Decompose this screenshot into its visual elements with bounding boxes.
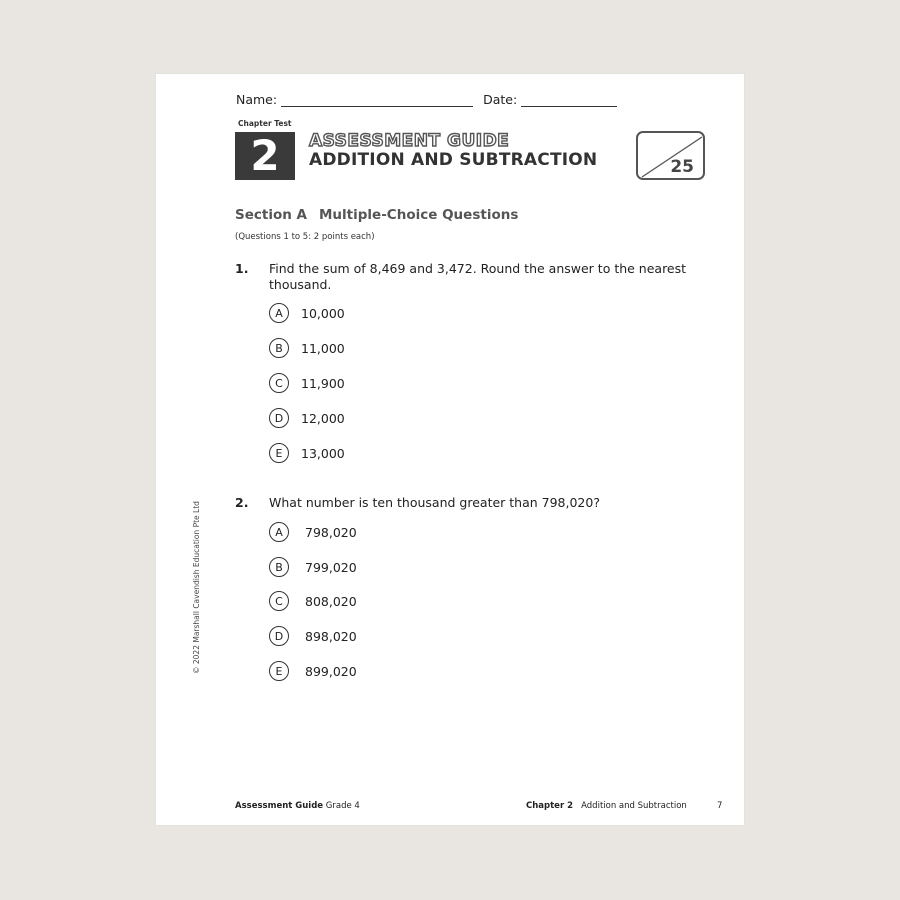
option-value: 899,020 (305, 663, 357, 679)
option-a[interactable] (269, 302, 345, 324)
page-number: 7 (717, 801, 723, 811)
option-letter-circle[interactable]: D (269, 408, 289, 428)
worksheet-page (156, 74, 744, 825)
option-letter-circle[interactable]: A (269, 303, 289, 323)
option-letter-circle[interactable]: E (269, 661, 289, 681)
score-total: 25 (670, 157, 694, 177)
option-value: 798,020 (305, 524, 357, 540)
option-letter-circle[interactable]: D (269, 626, 289, 646)
footer-right (526, 801, 687, 811)
option-d[interactable] (269, 407, 345, 429)
option-e[interactable] (269, 442, 345, 464)
option-value: 11,900 (301, 375, 345, 391)
footer-left (235, 801, 360, 811)
name-label: Name: (236, 92, 278, 107)
question-text: Find the sum of 8,469 and 3,472. Round the answer to the nearest thousand. (269, 261, 687, 292)
option-value: 11,000 (301, 340, 345, 356)
footer-chapter-label: Chapter 2 (526, 801, 574, 811)
option-b[interactable] (269, 337, 345, 359)
option-letter-circle[interactable]: E (269, 443, 289, 463)
option-letter-circle[interactable]: A (269, 522, 289, 542)
section-label: Section A (235, 207, 307, 223)
chapter-number-badge: 2 (235, 132, 295, 180)
option-letter-circle[interactable]: B (269, 557, 289, 577)
option-value: 10,000 (301, 305, 345, 321)
section-heading (235, 207, 518, 223)
option-e[interactable] (269, 660, 357, 682)
chapter-title: ADDITION AND SUBTRACTION (309, 150, 598, 170)
option-value: 898,020 (305, 628, 357, 644)
option-c[interactable] (269, 590, 357, 612)
option-value: 12,000 (301, 410, 345, 426)
date-label: Date: (483, 92, 518, 107)
footer-chapter-title: Addition and Subtraction (581, 801, 687, 811)
option-value: 808,020 (305, 593, 357, 609)
option-letter-circle[interactable]: C (269, 373, 289, 393)
option-letter-circle[interactable]: C (269, 591, 289, 611)
option-b[interactable] (269, 556, 357, 578)
option-c[interactable] (269, 372, 345, 394)
option-value: 13,000 (301, 445, 345, 461)
name-date-row (236, 92, 617, 107)
chapter-test-label: Chapter Test (238, 119, 292, 128)
date-field[interactable] (521, 95, 617, 107)
section-note: (Questions 1 to 5: 2 points each) (235, 232, 375, 242)
footer-book-title: Assessment Guide (235, 801, 324, 811)
footer-grade: Grade 4 (323, 801, 360, 811)
copyright-notice: © 2022 Marshall Cavendish Education Pte Ltd (192, 501, 201, 674)
section-title: Multiple-Choice Questions (319, 207, 519, 223)
option-a[interactable] (269, 521, 357, 543)
option-letter-circle[interactable]: B (269, 338, 289, 358)
score-box[interactable] (636, 131, 705, 180)
question-number: 1. (235, 261, 249, 276)
option-d[interactable] (269, 625, 357, 647)
question-number: 2. (235, 495, 249, 510)
question-text: What number is ten thousand greater than 798,020? (269, 495, 600, 510)
option-value: 799,020 (305, 559, 357, 575)
name-field[interactable] (281, 95, 473, 107)
assessment-guide-label: ASSESSMENT GUIDE (309, 131, 510, 151)
